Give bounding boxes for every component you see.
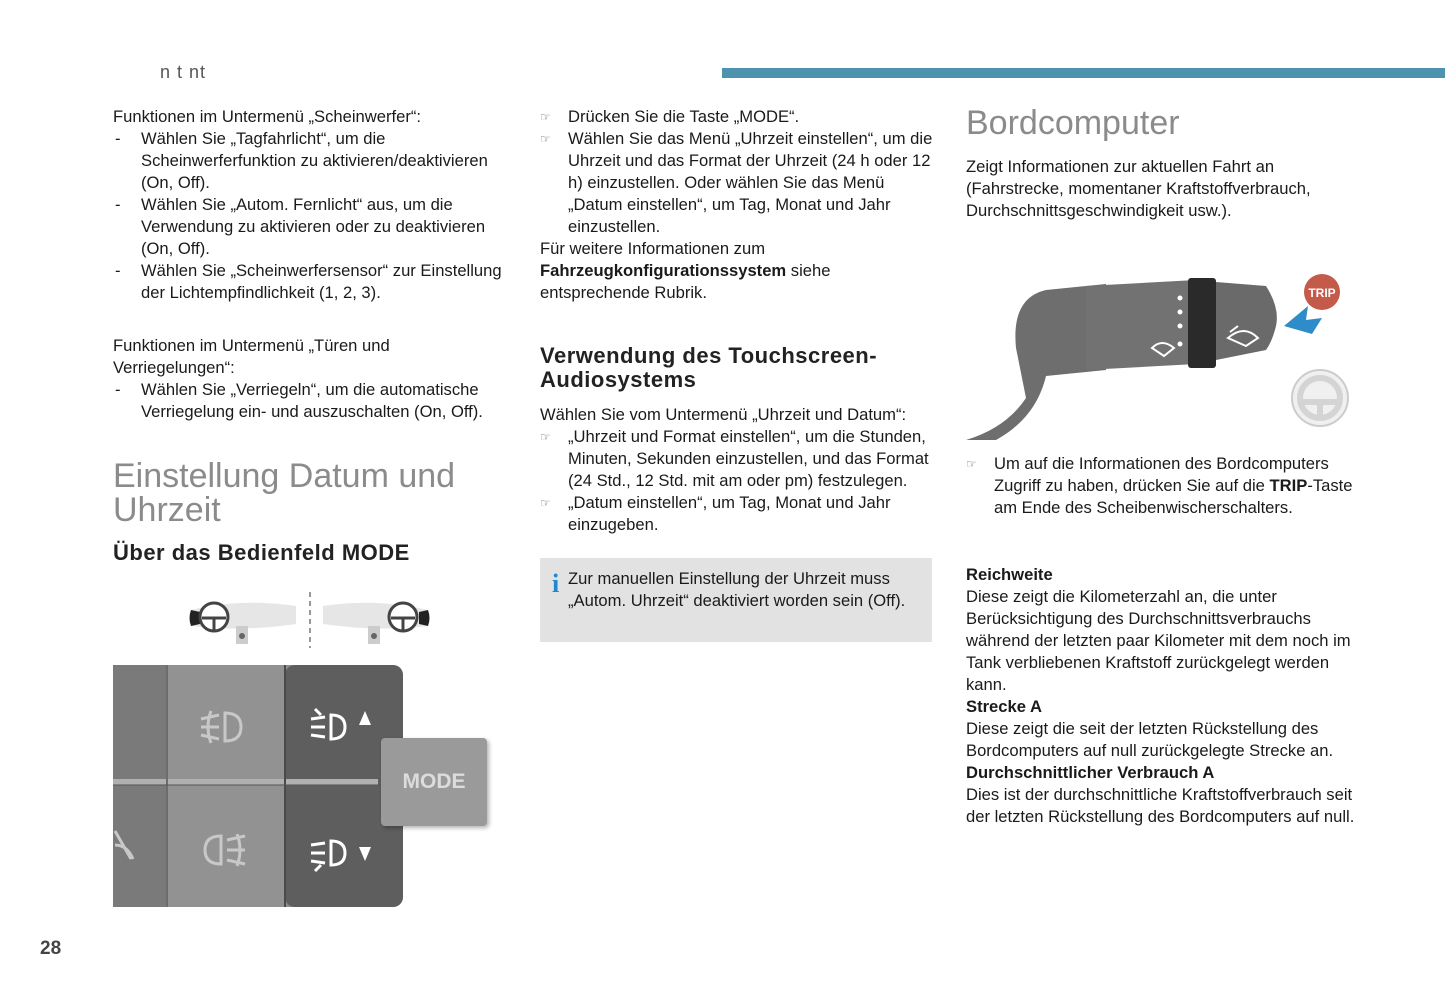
header-accent-bar xyxy=(722,68,1445,78)
trip-badge-label: TRIP xyxy=(1308,286,1336,300)
headlight-down-icon[interactable] xyxy=(309,833,379,877)
list-item: ☞ Um auf die Informationen des Bordcomputers Zugriff zu haben, drücken Sie auf die TRIP-Taste am Ende des Scheibenwischerschalters. xyxy=(966,454,1353,517)
wiper-stalk-illustration xyxy=(966,268,1356,444)
list-item: - Wählen Sie „Tagfahrlicht“, um die Scheinwerferfunktion zu aktivieren/deaktivieren (On, Off). xyxy=(113,128,513,194)
column-3 xyxy=(966,106,1366,222)
list-item: - Wählen Sie „Autom. Fernlicht“ aus, um die Verwendung zu aktivieren oder zu deaktivieren (On, Off). xyxy=(113,194,513,260)
running-title: n t nt xyxy=(160,62,207,82)
column-1 xyxy=(113,106,513,565)
headlight-up-icon[interactable] xyxy=(309,705,379,749)
range-title: Reichweite xyxy=(966,565,1053,584)
list-item: - Wählen Sie „Verriegeln“, um die automatische Verriegelung ein- und auszuschalten (On, Off). xyxy=(113,379,513,423)
section-heading-touchscreen: Verwendung des Touchscreen-Audiosystems xyxy=(540,343,878,392)
trip-step xyxy=(966,453,1366,519)
info-text: Zur manuellen Einstellung der Uhrzeit muss „Autom. Uhrzeit“ deaktiviert worden sein (Off). xyxy=(568,569,906,610)
steering-position-illustration xyxy=(186,590,436,650)
hand-pointer-icon: ☞ xyxy=(540,110,551,124)
info-box xyxy=(540,558,932,642)
mode-button[interactable] xyxy=(381,738,487,826)
pointer-arrow-icon xyxy=(1284,306,1322,334)
info-icon: i xyxy=(552,569,560,598)
mode-control-panel xyxy=(113,665,493,907)
range-text: Diese zeigt die Kilometerzahl an, die unter Berücksichtigung des Durchschnittsverbrauchs während der letzten paar Kilometer mit dem noch im Tank verbliebenen Kraftstoff zurückgelegt werden kann. xyxy=(966,587,1351,694)
partial-icon xyxy=(113,825,137,865)
trip-definitions xyxy=(966,564,1366,828)
hand-pointer-icon: ☞ xyxy=(540,496,551,510)
headlights-menu-intro: Funktionen im Untermenü „Scheinwerfer“: xyxy=(113,107,422,126)
touchscreen-intro: Wählen Sie vom Untermenü „Uhrzeit und Datum“: xyxy=(540,405,907,424)
further-info: Für weitere Informationen zum Fahrzeugkonfigurationssystem siehe entsprechende Rubrik. xyxy=(540,239,831,302)
section-heading-date-time: Einstellung Datum und Uhrzeit xyxy=(113,457,456,529)
list-item: ☞ Wählen Sie das Menü „Uhrzeit einstellen“, um die Uhrzeit und das Format der Uhrzeit (24 h oder 12 h) einzustellen. Oder wählen Sie das Menü „Datum einstellen“, um Tag, Monat und Jahr einzustellen. xyxy=(540,129,933,236)
rear-fog-light-icon xyxy=(197,707,247,747)
list-item: ☞ „Uhrzeit und Format einstellen“, um die Stunden, Minuten, Sekunden einzustellen, und das Format (24 Std., 12 Std. mit am oder pm) festzulegen. xyxy=(540,427,929,490)
hand-pointer-icon: ☞ xyxy=(540,430,551,444)
page-number: 28 xyxy=(40,938,62,959)
avg-consumption-text: Dies ist der durchschnittliche Kraftstoffverbrauch seit der letzten Rückstellung des Bordcomputers auf null. xyxy=(966,785,1355,826)
front-fog-light-icon xyxy=(201,830,251,870)
right-hand-drive-icon xyxy=(323,603,430,644)
column-2 xyxy=(540,106,935,536)
list-item: - Wählen Sie „Scheinwerfersensor“ zur Einstellung der Lichtempfindlichkeit (1, 2, 3). xyxy=(113,260,513,304)
subheading-mode-panel: Über das Bedienfeld MODE xyxy=(113,540,410,565)
hand-pointer-icon: ☞ xyxy=(540,132,551,146)
doors-menu-intro: Funktionen im Untermenü „Türen und Verriegelungen“: xyxy=(113,336,390,377)
list-item: ☞ Drücken Sie die Taste „MODE“. xyxy=(540,107,800,126)
trip-a-text: Diese zeigt die seit der letzten Rückstellung des Bordcomputers auf null zurückgelegte Strecke an. xyxy=(966,719,1334,760)
section-heading-trip-computer: Bordcomputer xyxy=(966,104,1180,142)
list-item: ☞ „Datum einstellen“, um Tag, Monat und Jahr einzugeben. xyxy=(540,493,891,534)
left-hand-drive-icon xyxy=(190,603,297,644)
hand-pointer-icon: ☞ xyxy=(966,457,977,471)
mode-button-label: MODE xyxy=(402,770,466,793)
trip-a-title: Strecke A xyxy=(966,697,1042,716)
trip-computer-intro: Zeigt Informationen zur aktuellen Fahrt an (Fahrstrecke, momentaner Kraftstoffverbrauch, Durchschnittsgeschwindigkeit usw.). xyxy=(966,157,1311,220)
avg-consumption-title: Durchschnittlicher Verbrauch A xyxy=(966,763,1215,782)
